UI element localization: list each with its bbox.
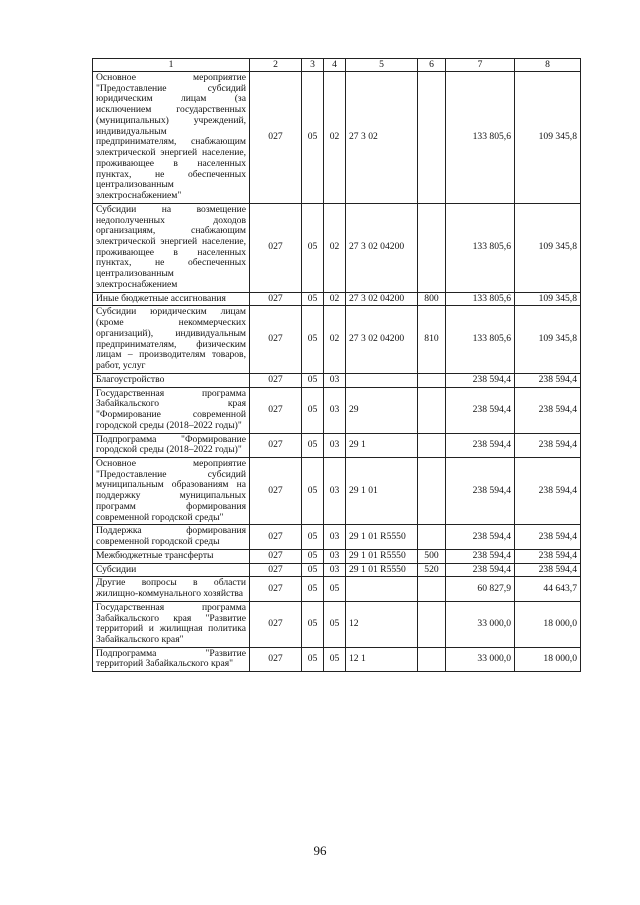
row-subsection-cell: 02 xyxy=(324,292,346,306)
row-amount-2-cell: 238 594,4 xyxy=(515,563,581,577)
row-subsection-cell: 05 xyxy=(324,601,346,647)
page-number: 96 xyxy=(313,843,327,858)
header-col-2: 2 xyxy=(250,59,302,72)
row-admin-code-cell: 027 xyxy=(250,292,302,306)
row-section-cell: 05 xyxy=(302,549,324,563)
row-subsection-cell: 03 xyxy=(324,387,346,433)
row-admin-code-cell: 027 xyxy=(250,525,302,549)
row-name-cell: Подпрограмма "Развитие территорий Забайкальского края" xyxy=(93,647,250,671)
row-amount-2-cell: 238 594,4 xyxy=(515,433,581,457)
row-section-cell: 05 xyxy=(302,601,324,647)
row-admin-code-cell: 027 xyxy=(250,457,302,524)
row-amount-2-cell: 238 594,4 xyxy=(515,387,581,433)
row-expense-type-cell xyxy=(418,647,446,671)
row-name-cell: Благоустройство xyxy=(93,373,250,387)
table-row xyxy=(93,525,581,549)
row-target-article-cell: 29 xyxy=(346,387,418,433)
row-amount-2-cell: 18 000,0 xyxy=(515,647,581,671)
row-subsection-cell: 03 xyxy=(324,563,346,577)
row-name-cell: Другие вопросы в области жилищно-коммунального хозяйства xyxy=(93,577,250,601)
row-expense-type-cell: 520 xyxy=(418,563,446,577)
row-amount-1-cell: 238 594,4 xyxy=(446,373,515,387)
row-admin-code-cell: 027 xyxy=(250,433,302,457)
table-row xyxy=(93,457,581,524)
row-target-article-cell: 27 3 02 04200 xyxy=(346,292,418,306)
row-section-cell: 05 xyxy=(302,292,324,306)
row-section-cell: 05 xyxy=(302,433,324,457)
row-admin-code-cell: 027 xyxy=(250,647,302,671)
table-row xyxy=(93,433,581,457)
row-amount-2-cell: 109 345,8 xyxy=(515,292,581,306)
row-name-cell: Субсидии xyxy=(93,563,250,577)
row-subsection-cell: 03 xyxy=(324,373,346,387)
row-amount-1-cell: 133 805,6 xyxy=(446,72,515,204)
row-name-cell: Государственная программа Забайкальского края "Формирование современной городской среды (2018–2022 годы)" xyxy=(93,387,250,433)
row-section-cell: 05 xyxy=(302,563,324,577)
row-admin-code-cell: 027 xyxy=(250,577,302,601)
row-amount-1-cell: 238 594,4 xyxy=(446,457,515,524)
row-section-cell: 05 xyxy=(302,387,324,433)
row-name-cell: Межбюджетные трансферты xyxy=(93,549,250,563)
row-admin-code-cell: 027 xyxy=(250,563,302,577)
table-header-row xyxy=(93,59,581,72)
row-subsection-cell: 05 xyxy=(324,577,346,601)
row-target-article-cell: 29 1 01 R5550 xyxy=(346,549,418,563)
row-expense-type-cell xyxy=(418,525,446,549)
row-admin-code-cell: 027 xyxy=(250,72,302,204)
row-amount-2-cell: 238 594,4 xyxy=(515,457,581,524)
row-amount-2-cell: 238 594,4 xyxy=(515,373,581,387)
row-amount-1-cell: 238 594,4 xyxy=(446,525,515,549)
row-subsection-cell: 03 xyxy=(324,549,346,563)
row-section-cell: 05 xyxy=(302,647,324,671)
table-row xyxy=(93,563,581,577)
row-target-article-cell xyxy=(346,577,418,601)
row-amount-2-cell: 109 345,8 xyxy=(515,72,581,204)
row-admin-code-cell: 027 xyxy=(250,601,302,647)
row-amount-2-cell: 44 643,7 xyxy=(515,577,581,601)
row-expense-type-cell xyxy=(418,601,446,647)
row-name-cell: Основное мероприятие "Предоставление субсидий юридическим лицам (за исключением государственных (муниципальных) учреждений, индивидуальным предпринимателям, снабжающим электрической энергией население, проживающее в населенных пунктах, не обеспеченных централизованным электроснабжением" xyxy=(93,72,250,204)
row-amount-2-cell: 238 594,4 xyxy=(515,525,581,549)
row-amount-1-cell: 238 594,4 xyxy=(446,387,515,433)
table-row xyxy=(93,387,581,433)
table-row xyxy=(93,647,581,671)
header-col-7: 7 xyxy=(446,59,515,72)
row-expense-type-cell xyxy=(418,433,446,457)
table-row xyxy=(93,373,581,387)
row-name-cell: Подпрограмма "Формирование городской среды (2018–2022 годы)" xyxy=(93,433,250,457)
row-subsection-cell: 03 xyxy=(324,433,346,457)
table-row xyxy=(93,601,581,647)
row-section-cell: 05 xyxy=(302,577,324,601)
row-target-article-cell: 29 1 01 xyxy=(346,457,418,524)
row-amount-1-cell: 33 000,0 xyxy=(446,647,515,671)
row-name-cell: Государственная программа Забайкальского края "Развитие территорий и жилищная политика Забайкальского края" xyxy=(93,601,250,647)
row-target-article-cell: 12 xyxy=(346,601,418,647)
row-target-article-cell: 29 1 01 R5550 xyxy=(346,525,418,549)
row-expense-type-cell: 800 xyxy=(418,292,446,306)
row-admin-code-cell: 027 xyxy=(250,387,302,433)
row-target-article-cell: 27 3 02 04200 xyxy=(346,306,418,373)
row-section-cell: 05 xyxy=(302,72,324,204)
row-expense-type-cell xyxy=(418,373,446,387)
row-name-cell: Основное мероприятие "Предоставление субсидий муниципальным образованиям на поддержку муниципальных программ формирования современной городской среды" xyxy=(93,457,250,524)
header-col-1: 1 xyxy=(93,59,250,72)
row-subsection-cell: 03 xyxy=(324,457,346,524)
row-amount-1-cell: 133 805,6 xyxy=(446,292,515,306)
table-row xyxy=(93,577,581,601)
row-subsection-cell: 02 xyxy=(324,72,346,204)
row-admin-code-cell: 027 xyxy=(250,306,302,373)
row-target-article-cell: 29 1 xyxy=(346,433,418,457)
row-amount-2-cell: 238 594,4 xyxy=(515,549,581,563)
row-amount-2-cell: 18 000,0 xyxy=(515,601,581,647)
row-target-article-cell: 27 3 02 xyxy=(346,72,418,204)
row-section-cell: 05 xyxy=(302,457,324,524)
row-amount-1-cell: 60 827,9 xyxy=(446,577,515,601)
row-name-cell: Субсидии на возмещение недополученных доходов организациям, снабжающим электрической энергией население, проживающее в населенных пунктах, не обеспеченных централизованным электроснабжением xyxy=(93,203,250,292)
row-expense-type-cell xyxy=(418,577,446,601)
row-amount-1-cell: 33 000,0 xyxy=(446,601,515,647)
row-name-cell: Поддержка формирования современной городской среды xyxy=(93,525,250,549)
row-target-article-cell: 12 1 xyxy=(346,647,418,671)
row-amount-2-cell: 109 345,8 xyxy=(515,203,581,292)
row-expense-type-cell xyxy=(418,203,446,292)
table-row xyxy=(93,549,581,563)
row-target-article-cell: 29 1 01 R5550 xyxy=(346,563,418,577)
row-admin-code-cell: 027 xyxy=(250,373,302,387)
row-subsection-cell: 03 xyxy=(324,525,346,549)
row-name-cell: Субсидии юридическим лицам (кроме некоммерческих организаций), индивидуальным предпринимателям, физическим лицам – производителям товаров, работ, услуг xyxy=(93,306,250,373)
row-target-article-cell: 27 3 02 04200 xyxy=(346,203,418,292)
row-amount-1-cell: 238 594,4 xyxy=(446,563,515,577)
row-name-cell: Иные бюджетные ассигнования xyxy=(93,292,250,306)
row-expense-type-cell xyxy=(418,72,446,204)
row-expense-type-cell xyxy=(418,387,446,433)
header-col-5: 5 xyxy=(346,59,418,72)
row-amount-1-cell: 238 594,4 xyxy=(446,549,515,563)
header-col-4: 4 xyxy=(324,59,346,72)
row-amount-1-cell: 133 805,6 xyxy=(446,306,515,373)
row-expense-type-cell: 500 xyxy=(418,549,446,563)
row-admin-code-cell: 027 xyxy=(250,549,302,563)
row-amount-1-cell: 238 594,4 xyxy=(446,433,515,457)
row-section-cell: 05 xyxy=(302,203,324,292)
budget-table xyxy=(92,58,581,672)
row-subsection-cell: 02 xyxy=(324,203,346,292)
header-col-6: 6 xyxy=(418,59,446,72)
row-section-cell: 05 xyxy=(302,306,324,373)
table-row xyxy=(93,292,581,306)
row-subsection-cell: 05 xyxy=(324,647,346,671)
header-col-3: 3 xyxy=(302,59,324,72)
row-target-article-cell xyxy=(346,373,418,387)
row-expense-type-cell xyxy=(418,457,446,524)
table-row xyxy=(93,72,581,204)
row-amount-2-cell: 109 345,8 xyxy=(515,306,581,373)
row-section-cell: 05 xyxy=(302,525,324,549)
row-subsection-cell: 02 xyxy=(324,306,346,373)
row-admin-code-cell: 027 xyxy=(250,203,302,292)
row-amount-1-cell: 133 805,6 xyxy=(446,203,515,292)
header-col-8: 8 xyxy=(515,59,581,72)
row-section-cell: 05 xyxy=(302,373,324,387)
table-row xyxy=(93,203,581,292)
table-row xyxy=(93,306,581,373)
table-body xyxy=(93,72,581,672)
row-expense-type-cell: 810 xyxy=(418,306,446,373)
